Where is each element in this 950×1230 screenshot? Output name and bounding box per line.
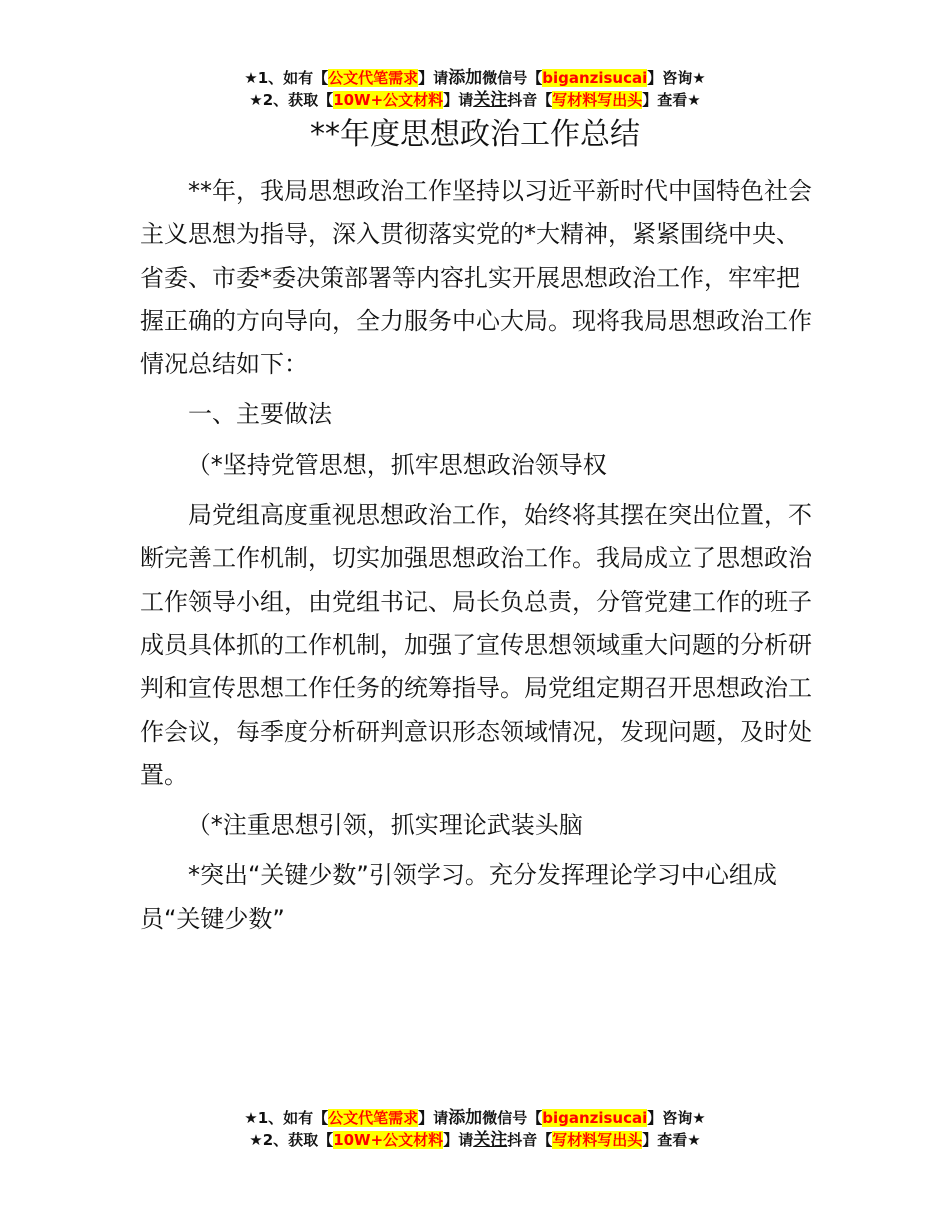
section-heading: 一、主要做法 [188,400,332,429]
banner-text: 】请 [443,91,474,109]
banner-line-2 [0,89,950,111]
banner-text: 】请 [418,1109,449,1127]
banner-highlight: biganzisucai [542,69,648,87]
banner-text: 】查看★ [642,1131,701,1149]
banner-text: ★2、获取【 [249,91,334,109]
banner-text: 微信号【 [482,1109,543,1127]
banner-highlight: 写材料写出头 [552,1131,643,1149]
banner-text: 抖音【 [507,1131,553,1149]
banner-text: 】咨询★ [647,1109,706,1127]
banner-emphasis: 添加 [448,1108,483,1128]
banner-highlight: 公文代笔需求 [328,69,419,87]
paragraph-intro: **年，我局思想政治工作坚持以习近平新时代中国特色社会主义思想为指导，深入贯彻落实党的*大精神，紧紧围绕中央、省委、市委*委决策部署等内容扎实开展思想政治工作，牢牢把握正确的方向导向，全力服务中心大局。现将我局思想政治工作情况总结如下： [140,177,812,379]
banner-highlight: biganzisucai [542,1109,648,1127]
footer-banner [0,1107,950,1151]
banner-text: ★1、如有【 [244,1109,329,1127]
subsection-heading: （*注重思想引领，抓实理论武装头脑 [186,811,583,840]
banner-text: ★2、获取【 [249,1131,334,1149]
banner-highlight: 写材料写出头 [552,91,643,109]
banner-highlight: 10W+公文材料 [333,91,444,109]
banner-text: 】请 [418,69,449,87]
banner-line-1 [0,67,950,89]
banner-emphasis: 添加 [448,68,483,88]
banner-text: 】查看★ [642,91,701,109]
banner-text: 微信号【 [482,69,543,87]
banner-line-1 [0,1107,950,1129]
document-body [140,170,815,948]
banner-line-2 [0,1129,950,1151]
subsection-heading: （*坚持党管思想，抓牢思想政治领导权 [186,450,607,479]
banner-highlight: 公文代笔需求 [328,1109,419,1127]
document-title: **年度思想政治工作总结 [310,117,640,152]
banner-emphasis: 关注 [473,1130,508,1150]
paragraph-body: 局党组高度重视思想政治工作，始终将其摆在突出位置，不断完善工作机制，切实加强思想政治工作。我局成立了思想政治工作领导小组，由党组书记、局长负总责，分管党建工作的班子成员具体抓的工作机制，加强了宣传思想领域重大问题的分析研判和宣传思想工作任务的统筹指导。局党组定期召开思想政治工作会议，每季度分析研判意识形态领域情况，发现问题，及时处置。 [140,501,812,789]
banner-text: 】请 [443,1131,474,1149]
banner-text: ★1、如有【 [244,69,329,87]
banner-text: 】咨询★ [647,69,706,87]
banner-text: 抖音【 [507,91,553,109]
header-banner [0,67,950,111]
banner-emphasis: 关注 [473,90,508,110]
banner-highlight: 10W+公文材料 [333,1131,444,1149]
paragraph-body: *突出“关键少数”引领学习。充分发挥理论学习中心组成员“关键少数” [140,861,777,933]
